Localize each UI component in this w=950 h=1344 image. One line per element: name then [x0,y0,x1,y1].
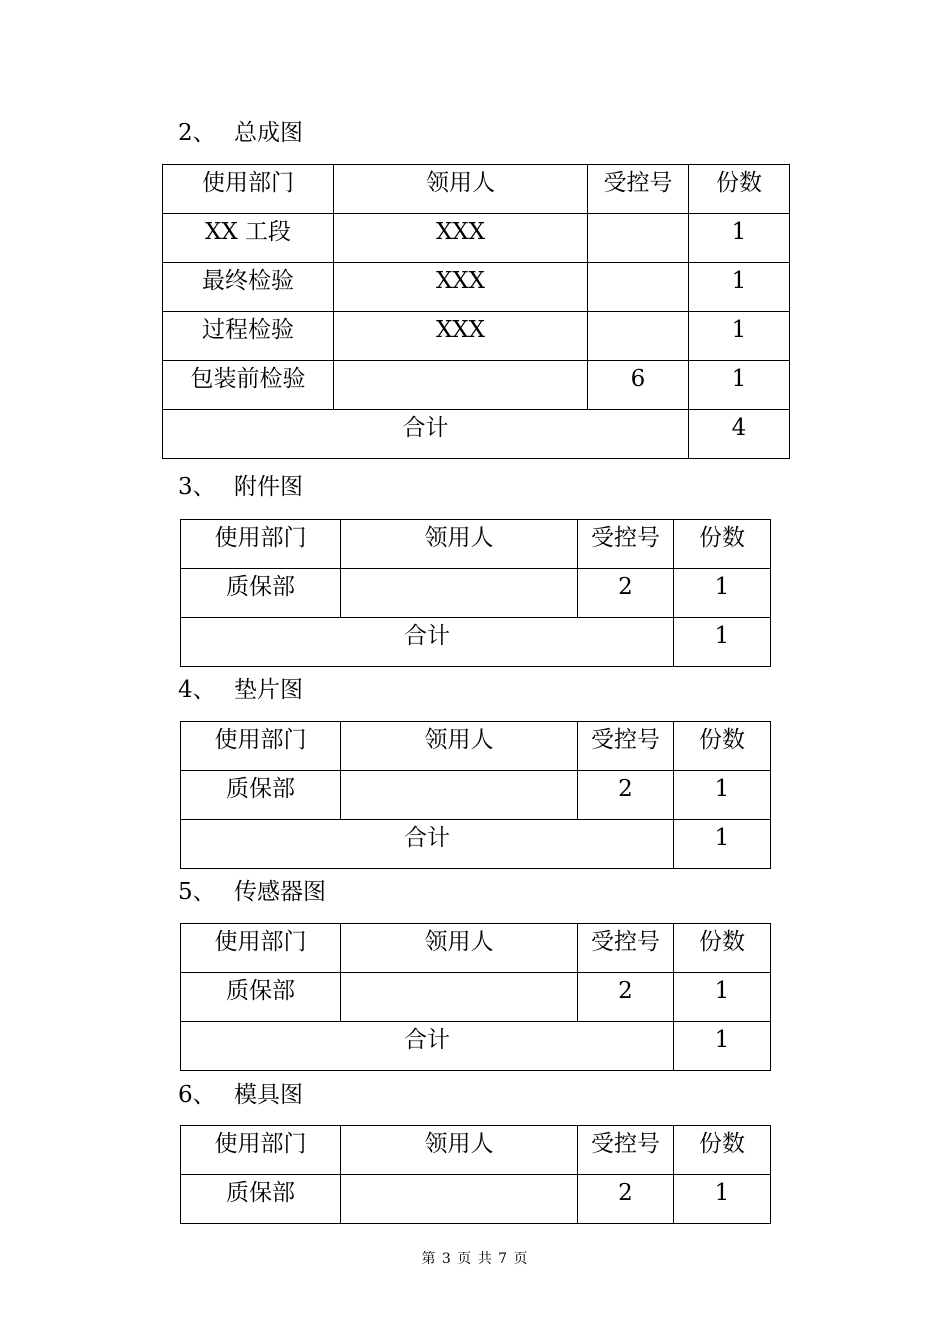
table-header-row [181,722,771,771]
distribution-table [162,164,790,459]
table-row [181,569,771,618]
total-count: 1 [674,820,771,869]
total-count: 1 [674,618,771,667]
header-department: 使用部门 [163,165,334,214]
total-label: 合计 [181,820,674,869]
cell-control-number [588,312,689,361]
header-copies: 份数 [674,520,771,569]
cell-department: 包装前检验 [163,361,334,410]
cell-recipient [341,771,578,820]
header-control-number: 受控号 [588,165,689,214]
cell-copies: 1 [689,263,790,312]
cell-control-number [588,263,689,312]
cell-control-number: 2 [578,973,674,1022]
header-department: 使用部门 [181,1126,341,1175]
cell-recipient [341,569,578,618]
header-recipient: 领用人 [341,722,578,771]
table-row [163,312,790,361]
header-recipient: 领用人 [341,1126,578,1175]
cell-recipient: XXX [334,214,588,263]
table-header-row [181,924,771,973]
table-header-row [181,1126,771,1175]
header-copies: 份数 [674,1126,771,1175]
header-recipient: 领用人 [334,165,588,214]
section-number: 6、 [178,1082,216,1108]
header-copies: 份数 [674,722,771,771]
total-count: 1 [674,1022,771,1071]
section-title: 垫片图 [234,677,303,703]
section-heading [178,1080,303,1110]
cell-department: 过程检验 [163,312,334,361]
distribution-table [180,721,771,869]
cell-department: 质保部 [181,771,341,820]
cell-recipient [341,1175,578,1224]
header-department: 使用部门 [181,924,341,973]
distribution-table [180,1125,771,1224]
table-row [181,973,771,1022]
cell-control-number: 2 [578,1175,674,1224]
section-heading [178,118,303,148]
section-number: 4、 [178,677,216,703]
header-recipient: 领用人 [341,520,578,569]
cell-recipient: XXX [334,263,588,312]
cell-department: 质保部 [181,973,341,1022]
section-number: 5、 [178,879,216,905]
table-header-row [181,520,771,569]
header-control-number: 受控号 [578,1126,674,1175]
section-heading [178,877,326,907]
table-header-row [163,165,790,214]
header-control-number: 受控号 [578,924,674,973]
section-title: 模具图 [234,1082,303,1108]
cell-control-number: 6 [588,361,689,410]
table-row [163,263,790,312]
table-total-row [181,1022,771,1071]
cell-copies: 1 [689,312,790,361]
table-row [181,771,771,820]
cell-copies: 1 [674,1175,771,1224]
header-copies: 份数 [674,924,771,973]
section-title: 总成图 [234,120,303,146]
header-control-number: 受控号 [578,722,674,771]
cell-control-number: 2 [578,771,674,820]
table-row [163,361,790,410]
table-row [163,214,790,263]
cell-copies: 1 [674,973,771,1022]
header-copies: 份数 [689,165,790,214]
cell-copies: 1 [689,214,790,263]
header-department: 使用部门 [181,520,341,569]
table-total-row [163,410,790,459]
distribution-table [180,519,771,667]
page-footer: 第 3 页 共 7 页 [421,1251,529,1267]
section-heading [178,675,303,705]
header-department: 使用部门 [181,722,341,771]
table-total-row [181,820,771,869]
cell-department: XX 工段 [163,214,334,263]
cell-copies: 1 [674,569,771,618]
section-title: 附件图 [234,474,303,500]
cell-copies: 1 [674,771,771,820]
header-recipient: 领用人 [341,924,578,973]
cell-recipient: XXX [334,312,588,361]
total-label: 合计 [181,1022,674,1071]
section-number: 2、 [178,120,216,146]
distribution-table [180,923,771,1071]
section-title: 传感器图 [234,879,326,905]
cell-department: 最终检验 [163,263,334,312]
table-row [181,1175,771,1224]
total-label: 合计 [181,618,674,667]
cell-control-number [588,214,689,263]
cell-department: 质保部 [181,569,341,618]
section-number: 3、 [178,474,216,500]
total-count: 4 [689,410,790,459]
table-total-row [181,618,771,667]
header-control-number: 受控号 [578,520,674,569]
cell-recipient [334,361,588,410]
cell-recipient [341,973,578,1022]
total-label: 合计 [163,410,689,459]
cell-department: 质保部 [181,1175,341,1224]
cell-control-number: 2 [578,569,674,618]
cell-copies: 1 [689,361,790,410]
section-heading [178,472,303,502]
